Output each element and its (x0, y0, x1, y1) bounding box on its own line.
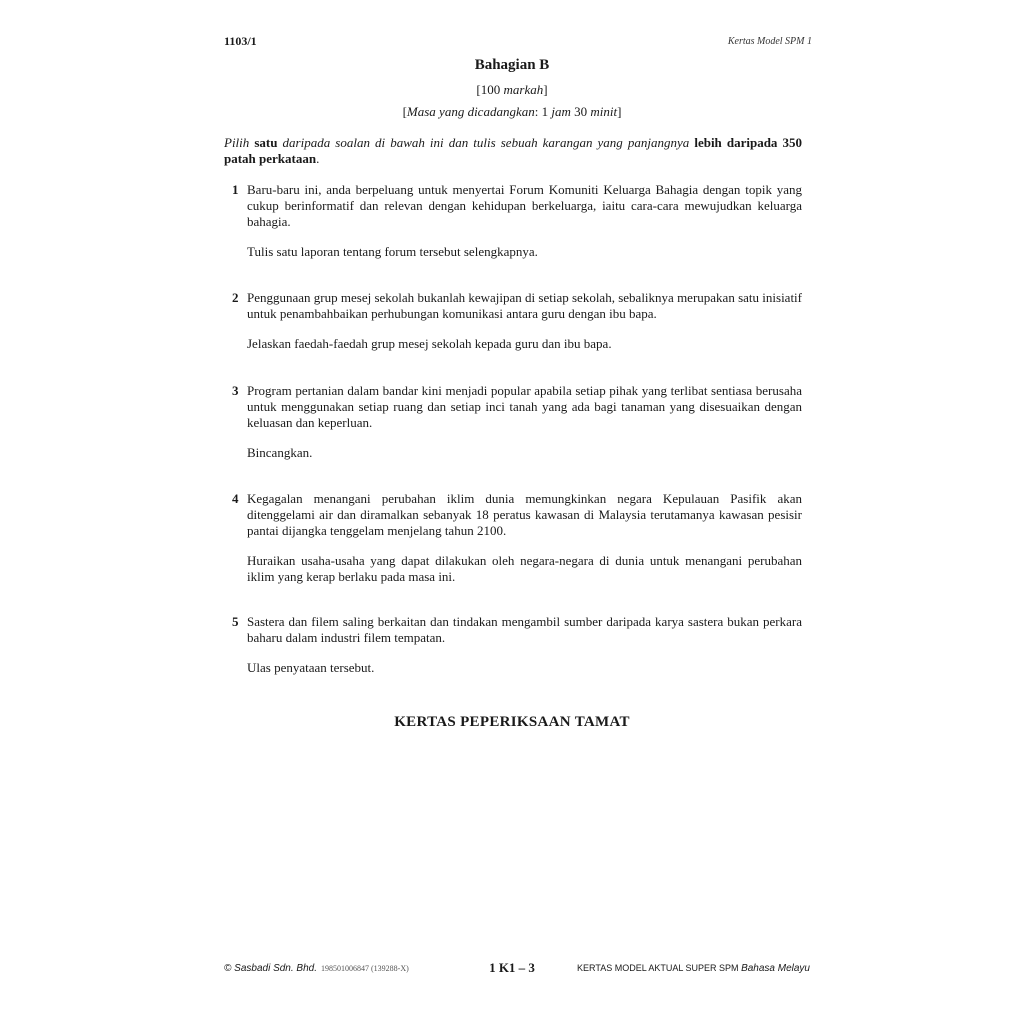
question-body: Sastera dan filem saling berkaitan dan tindakan mengambil sumber daripada karya sastera bukan perkara baharu dalam industri filem tempatan. (247, 614, 802, 645)
section-title: Bahagian B (474, 57, 550, 73)
question-task: Huraikan usaha-usaha yang dapat dilakukan oleh negara-negara di dunia untuk menangani perubahan iklim yang kerap berlaku pada masa ini. (247, 553, 802, 584)
question-3 (224, 383, 802, 461)
question-body: Baru-baru ini, anda berpeluang untuk menyertai Forum Komuniti Keluarga Bahagia dengan topik yang cukup berinformatif dan relevan dengan kehidupan berkeluarga, iaitu cara-cara mewujudkan keluarga bahagia. (247, 182, 802, 229)
question-body: Kegagalan menangani perubahan iklim dunia memungkinkan negara Kepulauan Pasifik akan ditenggelami air dan diramalkan sebanyak 18 peratus kawasan di Malaysia terutamanya kawasan pesisir pantai dijangka tenggelam menjelang tahun 2100. (247, 491, 802, 538)
footer-page-number: 1 K1 – 3 (489, 960, 535, 975)
instructions: Pilih satu daripada soalan di bawah ini dan tulis sebuah karangan yang panjangnya lebih daripada 350 patah perkataan. (224, 135, 802, 166)
question-task: Jelaskan faedah-faedah grup mesej sekolah kepada guru dan ibu bapa. (247, 336, 612, 351)
suggested-time: [Masa yang dicadangkan: 1 jam 30 minit] (402, 104, 622, 119)
question-2 (224, 290, 802, 352)
footer-series: KERTAS MODEL AKTUAL SUPER SPM Bahasa Melayu (577, 963, 810, 974)
question-number: 1 (232, 182, 239, 197)
publisher-code: 198501006847 (139288-X) (320, 964, 409, 973)
question-4 (224, 491, 802, 585)
footer-publisher: © Sasbadi Sdn. Bhd. 198501006847 (139288-X) (224, 963, 409, 974)
paper-label: Kertas Model SPM 1 (727, 36, 812, 47)
question-number: 2 (232, 290, 239, 305)
question-task: Bincangkan. (247, 445, 313, 460)
question-task: Tulis satu laporan tentang forum tersebut selengkapnya. (247, 244, 538, 259)
question-number: 4 (232, 491, 239, 506)
question-number: 5 (232, 614, 239, 629)
end-of-paper: KERTAS PEPERIKSAAN TAMAT (394, 714, 630, 730)
section-marks: [100 markah] (476, 82, 548, 97)
question-1 (224, 182, 802, 260)
paper-code: 1103/1 (224, 34, 257, 48)
question-body: Penggunaan grup mesej sekolah bukanlah kewajipan di setiap sekolah, sebaliknya merupakan satu inisiatif untuk penambahbaikan perhubungan komunikasi antara guru dengan ibu bapa. (247, 290, 802, 321)
question-body: Program pertanian dalam bandar kini menjadi popular apabila setiap pihak yang terlibat sentiasa berusaha untuk menggunakan setiap ruang dan setiap inci tanah yang ada bagi tanaman yang disesuaikan dengan keluasan dan keperluan. (247, 383, 802, 430)
question-number: 3 (232, 383, 239, 398)
question-task: Ulas penyataan tersebut. (247, 660, 375, 675)
question-5 (224, 614, 802, 676)
